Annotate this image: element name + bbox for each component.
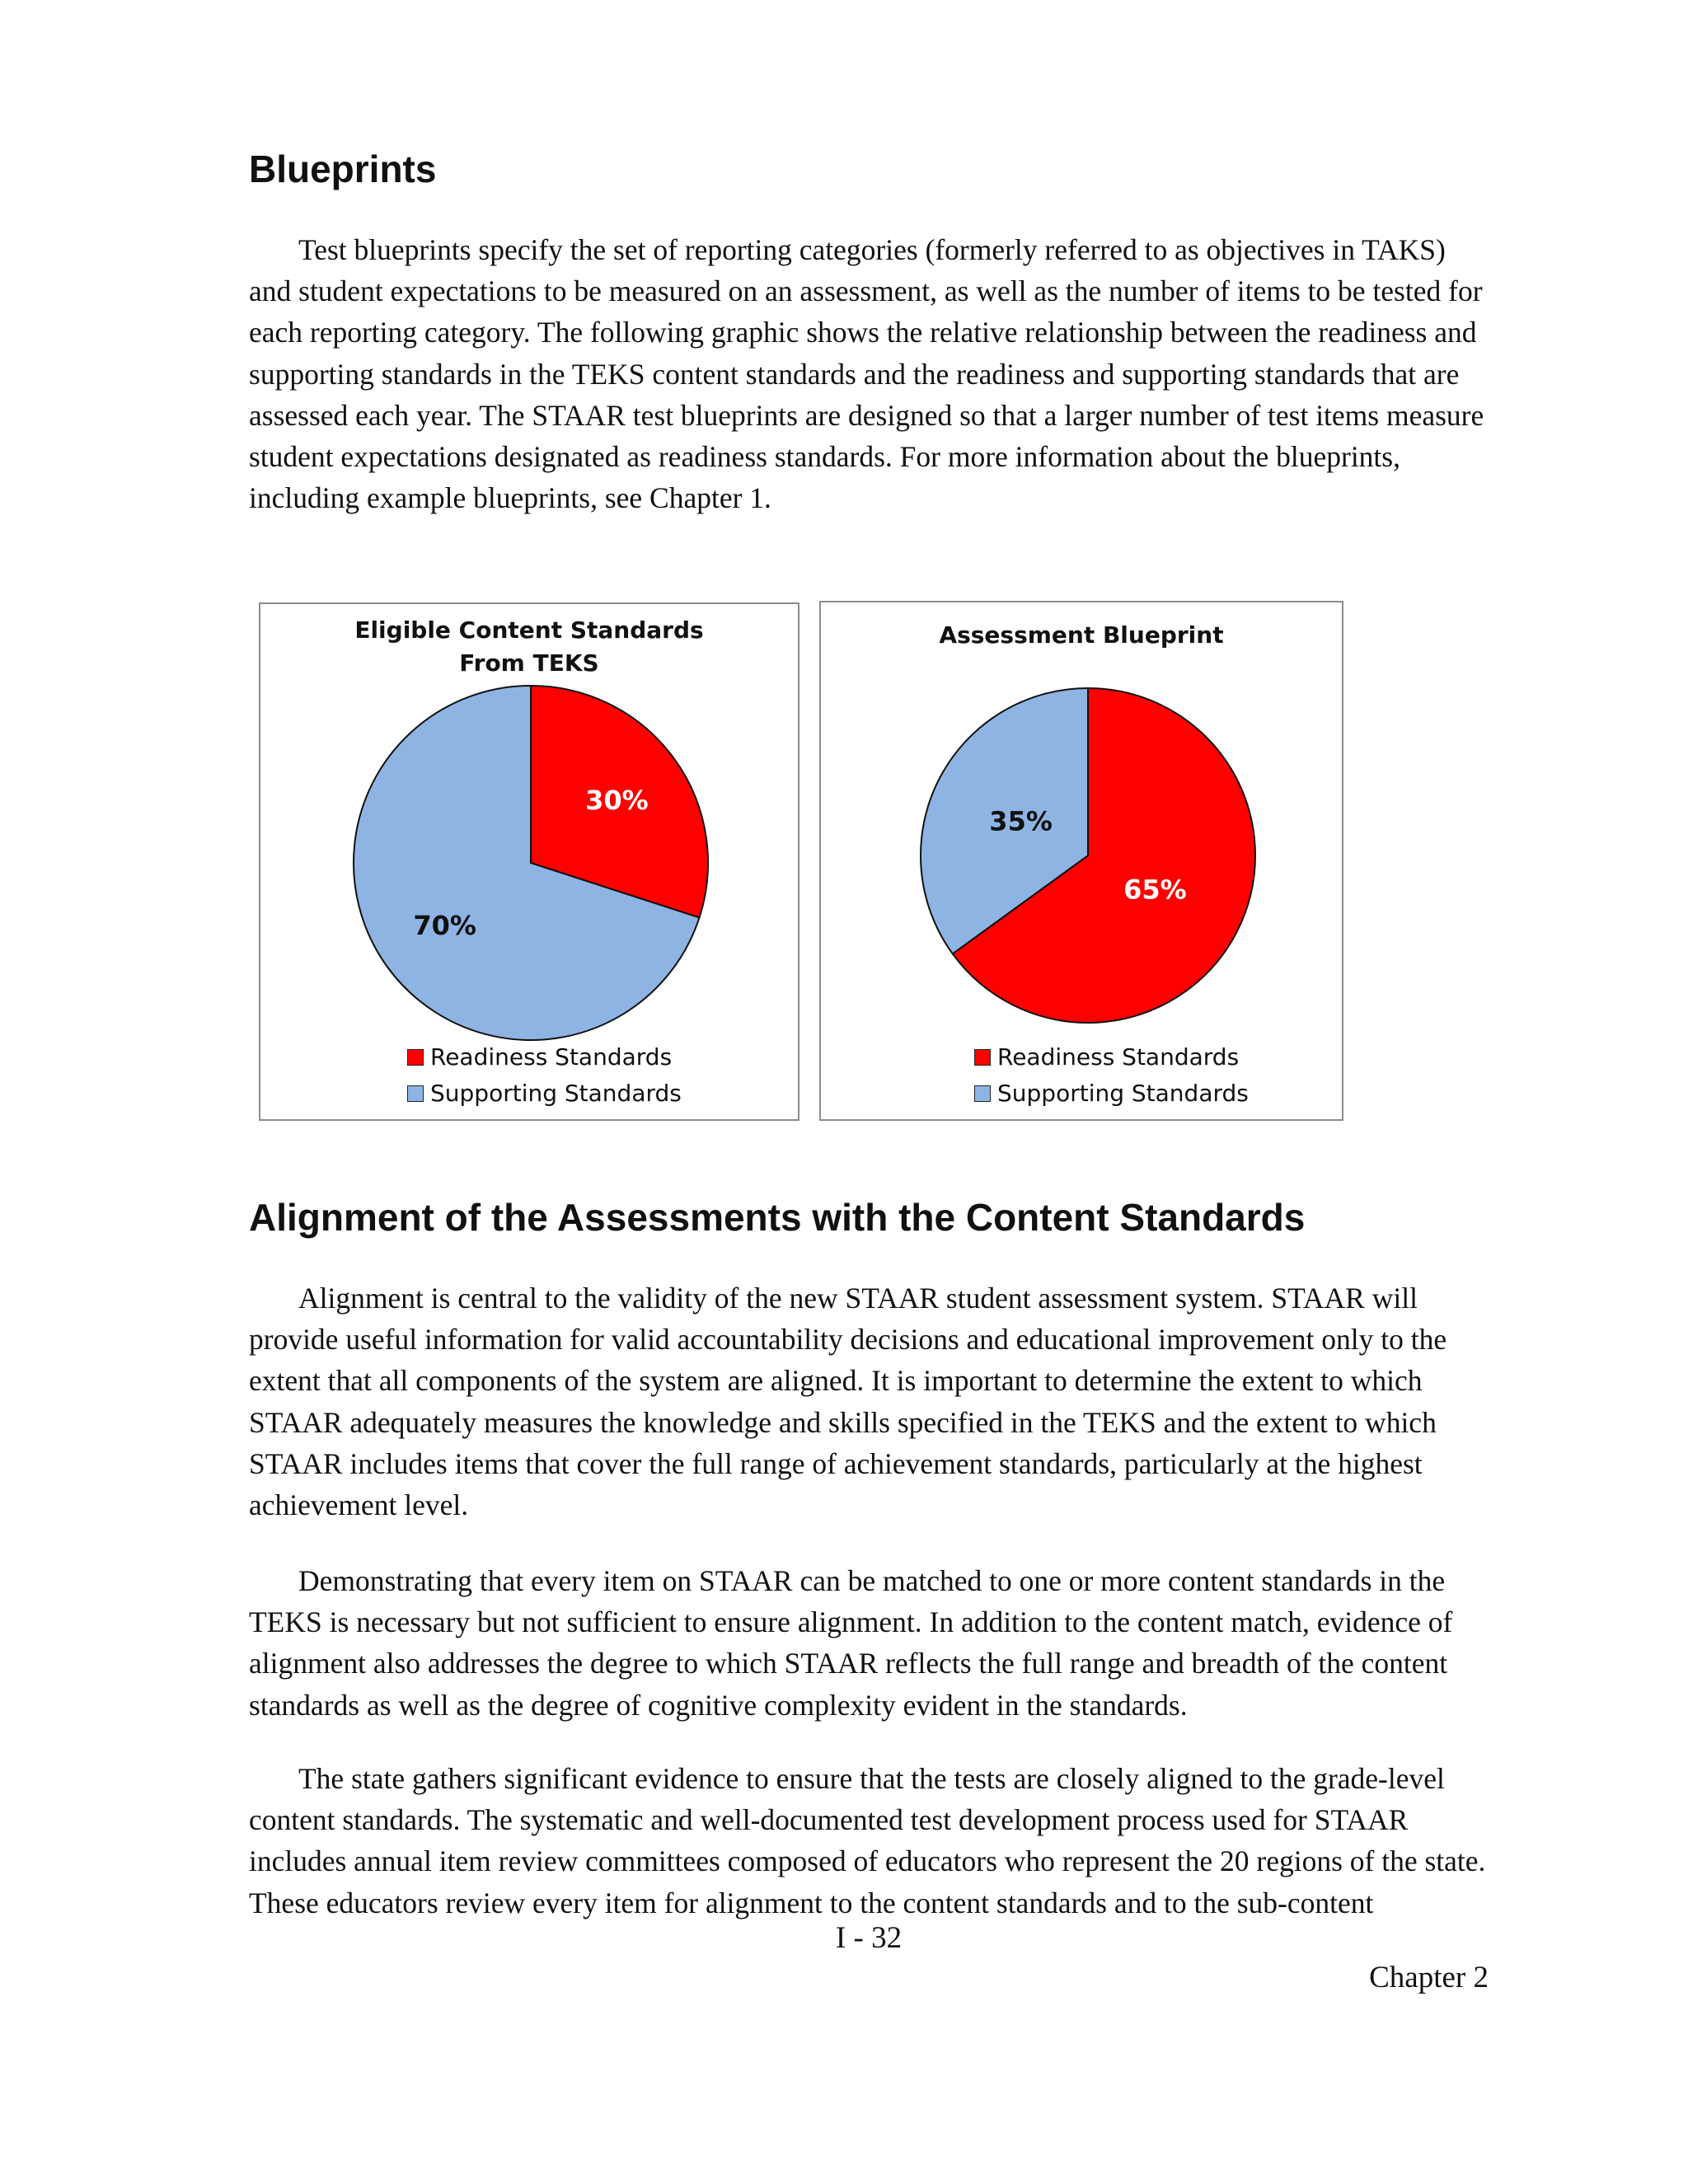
chart-assessment-blueprint [819,601,1343,1121]
legend-label-readiness: Readiness Standards [430,1043,673,1071]
chart-legend [407,1039,682,1112]
legend-label-readiness: Readiness Standards [997,1043,1240,1071]
section-heading-blueprints: Blueprints [249,148,437,190]
legend-swatch-readiness [407,1049,424,1066]
legend-label-supporting: Supporting Standards [997,1080,1249,1107]
alignment-paragraph-3: The state gathers significant evidence to ensure that the tests are closely aligned to the grade-level content standards. The systematic and well-documented test development process used for STAAR includes annual item review committees composed of educators who represent the 20 regions of the state. These educators review every item for alignment to the content standards and to the sub-content [249,1762,1486,1919]
chart-eligible-content [259,602,799,1121]
chart-title-line2: From TEKS [459,649,599,677]
chart-title-line1: Assessment Blueprint [939,621,1224,649]
pie-data-label-readiness-standards: 30% [585,785,649,817]
chart-legend [974,1039,1249,1112]
alignment-paragraph-1: Alignment is central to the validity of the new STAAR student assessment system. STAAR will provide useful information for valid accountability decisions and educational improvement only to the extent that all components of the system are aligned. It is important to determine the extent to which STAAR adequately measures the knowledge and skills specified in the TEKS and the extent to which STAAR includes items that cover the full range of achievement standards, particularly at the highest achievement level. [249,1282,1447,1522]
pie-data-label-supporting-standards: 70% [413,909,476,941]
legend-swatch-supporting [407,1085,424,1102]
legend-swatch-supporting [974,1085,991,1102]
legend-label-supporting: Supporting Standards [430,1080,682,1107]
alignment-paragraph-2: Demonstrating that every item on STAAR can be matched to one or more content standards in the TEKS is necessary but not sufficient to ensure alignment. In addition to the content match, evidence of alignment also addresses the degree to which STAAR reflects the full range and breadth of the content standards as well as the degree of cognitive complexity evident in the standards. [249,1564,1453,1722]
page-number: I - 32 [835,1921,903,1955]
pie-data-label-supporting-standards: 35% [989,805,1053,837]
chapter-label: Chapter 2 [1369,1961,1489,1994]
section-heading-alignment: Alignment of the Assessments with the Content Standards [249,1196,1306,1239]
blueprints-paragraph: Test blueprints specify the set of reporting categories (formerly referred to as objectives in TAKS) and student expectations to be measured on an assessment, as well as the number of items to be tested for each reporting category. The following graphic shows the relative relationship between the readiness and supporting standards in the TEKS content standards and the readiness and supporting standards that are assessed each year. The STAAR test blueprints are designed so that a larger number of test items measure student expectations designated as readiness standards. For more information about the blueprints, including example blueprints, see Chapter 1. [249,233,1484,515]
legend-item-readiness [974,1039,1249,1076]
chart-title-line1: Eligible Content Standards [354,616,704,644]
legend-item-supporting [974,1076,1249,1112]
legend-swatch-readiness [974,1049,991,1066]
pie-data-label-readiness-standards: 65% [1123,874,1187,906]
legend-item-supporting [407,1076,682,1112]
legend-item-readiness [407,1039,682,1076]
